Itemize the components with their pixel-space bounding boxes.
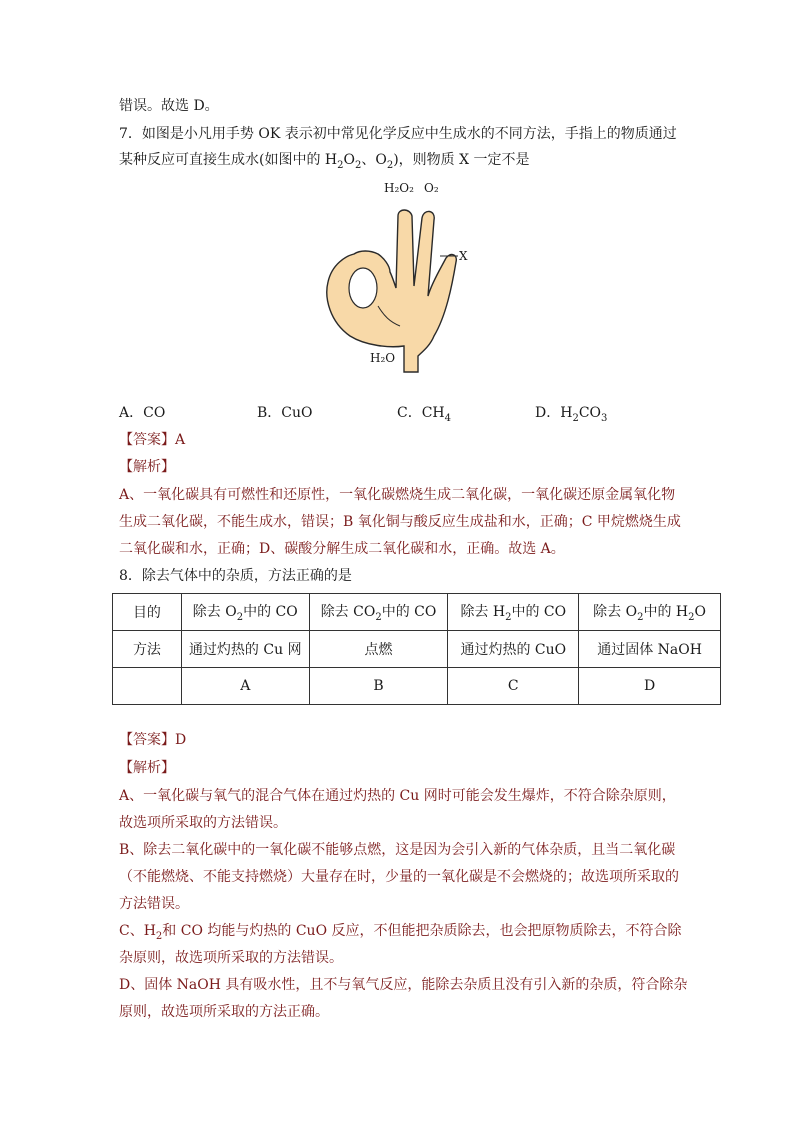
table-row (113, 631, 721, 668)
q7-text-line1: 7．如图是小凡用手势 OK 表示初中常见化学反应中生成水的不同方法，手指上的物质通过 (119, 126, 677, 142)
sub-2: 2 (354, 159, 362, 171)
table-row (113, 594, 721, 631)
option-a: A．CO (119, 405, 166, 421)
q8-explanation-b2: （不能燃烧、不能支持燃烧）大量存在时，少量的一氧化碳是不会燃烧的；故选项所采取的 (119, 869, 679, 885)
q7-analysis-heading: 【解析】 (119, 459, 175, 475)
cell-text: 中的 CO (511, 604, 567, 621)
q7-answer: 【答案】A (119, 432, 186, 448)
label-h2o2: H₂O₂ (384, 181, 414, 195)
option-d (535, 402, 607, 424)
q8-explanation-c1 (119, 921, 682, 947)
q7-text-a: 某种反应可直接生成水(如图中的 H (119, 152, 338, 168)
q8-table (112, 593, 721, 705)
option-c-text: C．CH (397, 405, 445, 421)
table-cell: 方法 (113, 631, 182, 668)
option-d-text: D．H (535, 405, 573, 421)
q7-text-line2 (119, 150, 530, 176)
table-cell: C (448, 668, 579, 705)
q8-explanation-b1: B、除去二氧化碳中的一氧化碳不能够点燃，这是因为会引入新的气体杂质，且当二氧化碳 (119, 842, 676, 858)
sub-2: 2 (688, 611, 695, 623)
table-cell (113, 668, 182, 705)
cell-text: 除去 O (593, 604, 638, 621)
table-row (113, 668, 721, 705)
table-cell (309, 594, 448, 631)
table-cell: B (309, 668, 448, 705)
q7-explanation-2: 生成二氧化碳，不能生成水，错误；B 氧化铜与酸反应生成盐和水，正确；C 甲烷燃烧生成 (119, 514, 681, 530)
hand-shape (327, 210, 456, 372)
sub-2: 2 (375, 611, 382, 623)
table-cell: 通过固体 NaOH (579, 631, 721, 668)
sub-4: 4 (444, 412, 452, 424)
ok-hand-svg (318, 176, 478, 396)
table-cell: A (181, 668, 309, 705)
sub-2: 2 (386, 159, 394, 171)
table-cell: 通过灼热的 Cu 网 (181, 631, 309, 668)
q8-explanation-c2: 杂原则，故选项所采取的方法错误。 (119, 950, 343, 966)
option-c (397, 402, 451, 424)
sub-2: 2 (236, 611, 244, 623)
ok-ring-hole (349, 268, 377, 308)
ok-hand-figure (318, 176, 478, 396)
expl-text: 和 CO 均能与灼热的 CuO 反应，不但能把杂质除去，也会把原物质除去，不符合除 (162, 923, 682, 939)
sub-3: 3 (601, 412, 608, 424)
q7-explanation-1: A、一氧化碳具有可燃性和还原性，一氧化碳燃烧生成二氧化碳，一氧化碳还原金属氧化物 (119, 487, 676, 503)
option-b: B．CuO (257, 405, 313, 421)
table-cell (181, 594, 309, 631)
q7-explanation-3: 二氧化碳和水，正确；D、碳酸分解生成二氧化碳和水，正确。故选 A。 (119, 541, 565, 557)
label-h2o: H₂O (370, 351, 396, 365)
table-cell (579, 594, 721, 631)
cell-text: 中的 CO (243, 604, 298, 621)
q8-answer: 【答案】D (119, 732, 187, 748)
cell-text: 除去 CO (320, 604, 376, 621)
cell-text: O (694, 604, 706, 621)
label-o2: O₂ (424, 181, 439, 195)
table-cell (448, 594, 579, 631)
cell-text: 除去 H (460, 604, 506, 621)
q7-options (119, 402, 719, 422)
sub-2: 2 (155, 930, 163, 942)
cell-text: 中的 CO (381, 604, 437, 621)
sub-2: 2 (505, 611, 512, 623)
cell-text: 除去 O (192, 604, 237, 621)
table-cell: 点燃 (309, 631, 448, 668)
q8-explanation-d2: 原则，故选项所采取的方法正确。 (119, 1004, 329, 1020)
table-cell: 目的 (113, 594, 182, 631)
sub-2: 2 (637, 611, 644, 623)
q8-text: 8．除去气体中的杂质，方法正确的是 (119, 568, 352, 584)
q7-text-b: O (343, 152, 355, 168)
q8-explanation-a2: 故选项所采取的方法错误。 (119, 815, 287, 831)
table-cell: D (579, 668, 721, 705)
sub-2: 2 (572, 412, 579, 424)
label-x: X (459, 249, 468, 263)
q8-explanation-b3: 方法错误。 (119, 896, 189, 912)
q8-analysis-heading: 【解析】 (119, 760, 175, 776)
expl-text: C、H (119, 923, 156, 939)
sub-2: 2 (337, 159, 344, 171)
table-cell: 通过灼热的 CuO (448, 631, 579, 668)
q7-text-d: )，则物质 X 一定不是 (393, 152, 530, 168)
q8-explanation-a1: A、一氧化碳与氧气的混合气体在通过灼热的 Cu 网时可能会发生爆炸，不符合除杂原则， (119, 788, 676, 804)
q7-text-c: 、O (361, 152, 387, 168)
q8-explanation-d1: D、固体 NaOH 具有吸水性，且不与氧气反应，能除去杂质且没有引入新的杂质，符合除杂 (119, 977, 688, 993)
cell-text: 中的 H (643, 604, 689, 621)
previous-answer-end: 错误。故选 D。 (119, 98, 219, 114)
option-d-text2: CO (578, 405, 602, 421)
